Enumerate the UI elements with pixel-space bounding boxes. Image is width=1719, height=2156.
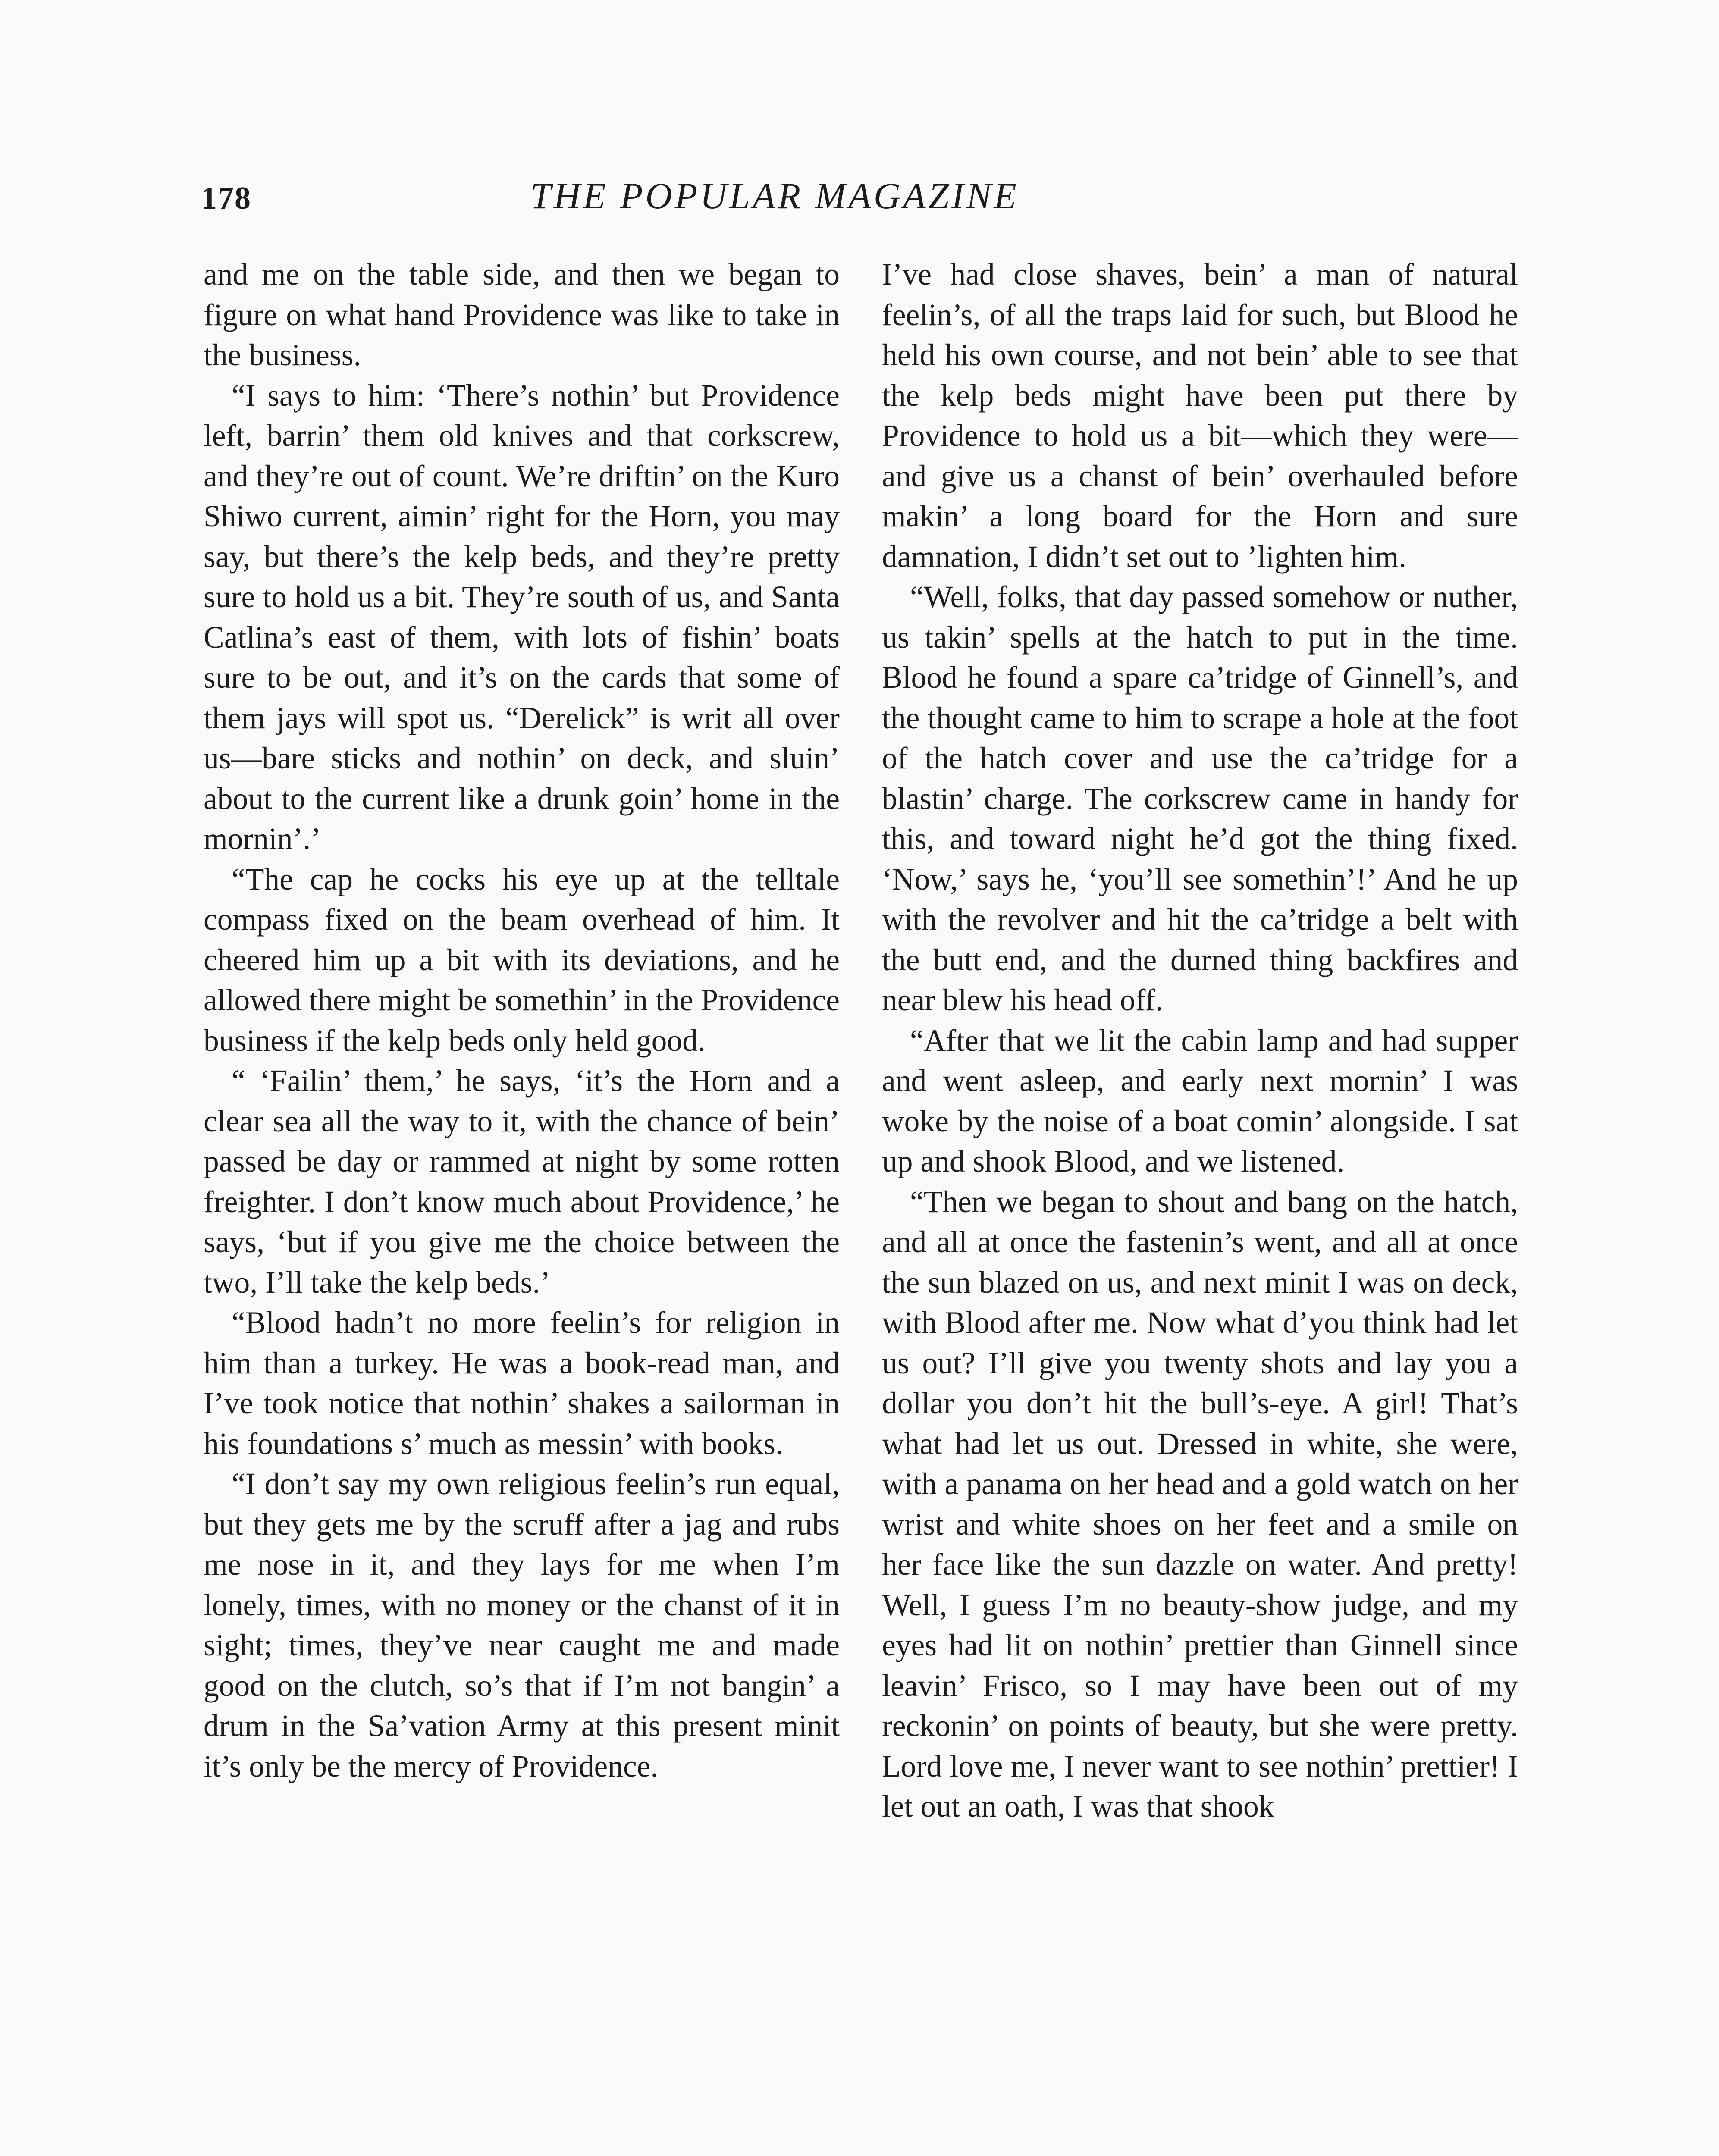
paragraph: “The cap he cocks his eye up at the telltale compass fixed on the beam overhead of him. It cheered him up a bit with its deviations, and he allowed there might be somethin’ in the Providence business if the kelp beds only held good. <box>204 862 840 1058</box>
paragraph: “ ‘Failin’ them,’ he says, ‘it’s the Horn and a clear sea all the way to it, with the chance of bein’ passed be day or rammed at night by some rotten freighter. I don’t know much about Providence,’ he says, ‘but if you give me the choice between the two, I’ll take the kelp beds.’ <box>204 1064 840 1300</box>
right-column <box>882 254 1518 1827</box>
running-head: THE POPULAR MAGAZINE <box>530 175 1019 216</box>
paragraph: I’ve had close shaves, bein’ a man of natural feelin’s, of all the traps laid for such, but Blood he held his own course, and not bein’ able to see that the kelp beds might have been put there by Providence to hold us a bit—which they were—and give us a chanst of bein’ overhauled before makin’ a long board for the Horn and sure damnation, I didn’t set out to ’lighten him. <box>882 257 1518 574</box>
paragraph: “Blood hadn’t no more feelin’s for religion in him than a turkey. He was a book-read man, and I’ve took notice that nothin’ shakes a sailorman in his foundations s’ much as messin’ with books. <box>204 1306 840 1461</box>
paragraph: “Then we began to shout and bang on the hatch, and all at once the fastenin’s went, and all at once the sun blazed on us, and next minit I was on deck, with Blood after me. Now what d’you think had let us out? I’ll give you twenty shots and lay you a dollar you don’t hit the bull’s-eye. A girl! That’s what had let us out. Dressed in white, she were, with a panama on her head and a gold watch on her wrist and white shoes on her feet and a smile on her face like the sun dazzle on water. And pretty! Well, I guess I’m no beauty-show judge, and my eyes had lit on nothin’ prettier than Ginnell since leavin’ Frisco, so I may have been out of my reckonin’ on points of beauty, but she were pretty. Lord love me, I never want to see nothin’ prettier! I let out an oath, I was that shook <box>882 1185 1518 1824</box>
paragraph: “I says to him: ‘There’s nothin’ but Providence left, barrin’ them old knives and that corkscrew, and they’re out of count. We’re driftin’ on the Kuro Shiwo current, aimin’ right for the Horn, you may say, but there’s the kelp beds, and they’re pretty sure to hold us a bit. They’re south of us, and Santa Catlina’s east of them, with lots of fishin’ boats sure to be out, and it’s on the cards that some of them jays will spot us. “Derelick” is writ all over us—bare sticks and nothin’ on deck, and sluin’ about to the current like a drunk goin’ home in the mornin’.’ <box>204 378 840 856</box>
paragraph: “I don’t say my own religious feelin’s run equal, but they gets me by the scruff after a jag and rubs me nose in it, and they lays for me when I’m lonely, times, with no money or the chanst of it in sight; times, they’ve near caught me and made good on the clutch, so’s that if I’m not bangin’ a drum in the Sa’vation Army at this present minit it’s only be the mercy of Providence. <box>204 1467 840 1783</box>
left-column <box>204 254 840 1786</box>
paragraph: and me on the table side, and then we began to figure on what hand Providence was like to take in the business. <box>204 257 840 372</box>
page-number: 178 <box>201 181 251 216</box>
paragraph: “After that we lit the cabin lamp and had supper and went asleep, and early next mornin’ I was woke by the noise of a boat comin’ alongside. I sat up and shook Blood, and we listened. <box>882 1023 1518 1178</box>
paragraph: “Well, folks, that day passed somehow or nuther, us takin’ spells at the hatch to put in the time. Blood he found a spare ca’tridge of Ginnell’s, and the thought came to him to scrape a hole at the foot of the hatch cover and use the ca’tridge for a blastin’ charge. The corkscrew came in handy for this, and toward night he’d got the thing fixed. ‘Now,’ says he, ‘you’ll see somethin’!’ And he up with the revolver and hit the ca’tridge a belt with the butt end, and the durned thing backfires and near blew his head off. <box>882 580 1518 1017</box>
